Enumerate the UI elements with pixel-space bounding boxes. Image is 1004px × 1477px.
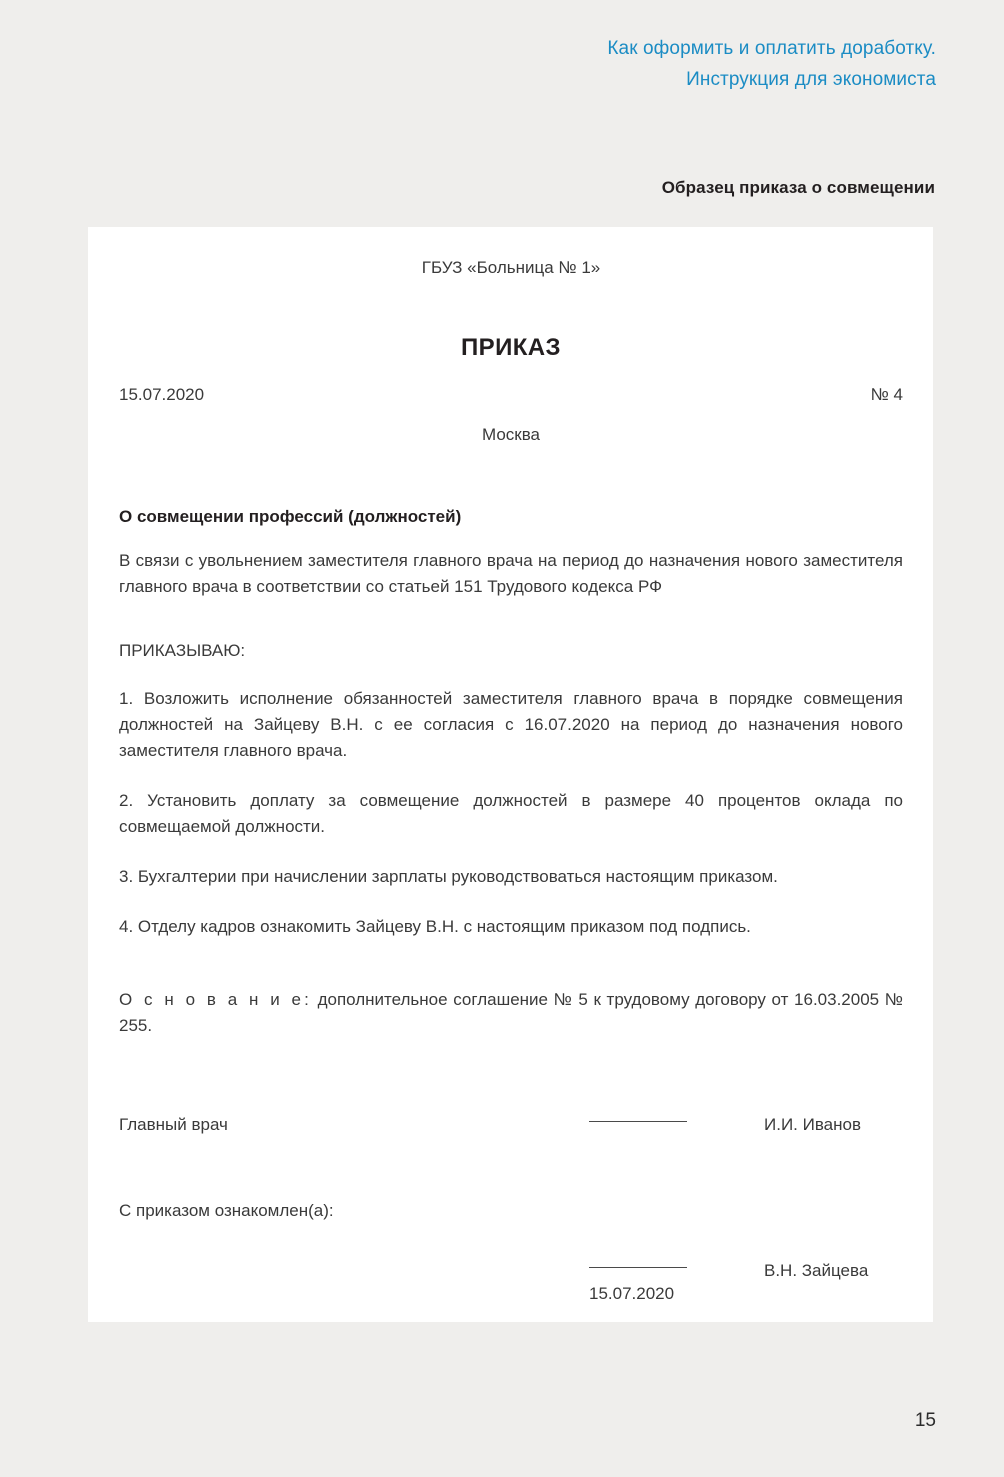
page-number: 15 — [914, 1410, 936, 1431]
order-item-2: 2. Установить доплату за совмещение должностей в размере 40 процентов оклада по совмещаемой должности. — [119, 791, 903, 836]
running-head-line-1: Как оформить и оплатить доработку. — [607, 38, 936, 59]
document-subject: О совмещении профессий (должностей) — [119, 507, 462, 526]
chief-role-label: Главный врач — [119, 1115, 228, 1134]
order-intro: ПРИКАЗЫВАЮ: — [119, 641, 246, 660]
acknowledgement-name: В.Н. Зайцева — [764, 1261, 869, 1280]
signature-rule — [589, 1121, 687, 1122]
order-item-1: 1. Возложить исполнение обязанностей заместителя главного врача в порядке совмещения должностей на Зайцеву В.Н. с ее согласия с 16.07.2020 на период до назначения нового заместителя главного врача. — [119, 689, 903, 760]
acknowledgement-signature-line-cell — [589, 1261, 764, 1281]
organization-name: ГБУЗ «Больница № 1» — [421, 258, 601, 277]
date-number-row — [119, 385, 903, 405]
chief-signature-block — [119, 1115, 903, 1135]
document-date: 15.07.2020 — [119, 385, 205, 404]
chief-name: И.И. Иванов — [764, 1115, 861, 1134]
running-head — [316, 33, 936, 95]
acknowledgement-signature-block — [119, 1261, 903, 1281]
running-head-line-2: Инструкция для экономиста — [686, 69, 936, 90]
order-item-3: 3. Бухгалтерии при начислении зарплаты руководствоваться настоящим приказом. — [119, 867, 778, 886]
document-sheet — [88, 227, 933, 1322]
order-item-4: 4. Отделу кадров ознакомить Зайцеву В.Н. с настоящим приказом под подпись. — [119, 917, 751, 936]
document-number: № 4 — [870, 385, 903, 404]
signature-rule — [589, 1267, 687, 1268]
basis-text: дополнительное соглашение № 5 к трудовому договору от 16.03.2005 № 255. — [119, 990, 903, 1035]
document-body — [119, 227, 903, 1322]
document-city: Москва — [481, 425, 541, 444]
document-preamble: В связи с увольнением заместителя главного врача на период до назначения нового заместителя главного врача в соответствии со статьей 151 Трудового кодекса РФ — [119, 551, 903, 596]
basis-label: О с н о в а н и е: — [119, 990, 312, 1009]
acknowledgement-date: 15.07.2020 — [589, 1284, 675, 1303]
basis-paragraph — [119, 987, 903, 1039]
document-title: ПРИКАЗ — [461, 334, 561, 361]
acknowledgement-label: С приказом ознакомлен(а): — [119, 1201, 334, 1220]
chief-signature-line-cell — [589, 1115, 764, 1135]
sheet-caption: Образец приказа о совмещении — [661, 178, 935, 197]
